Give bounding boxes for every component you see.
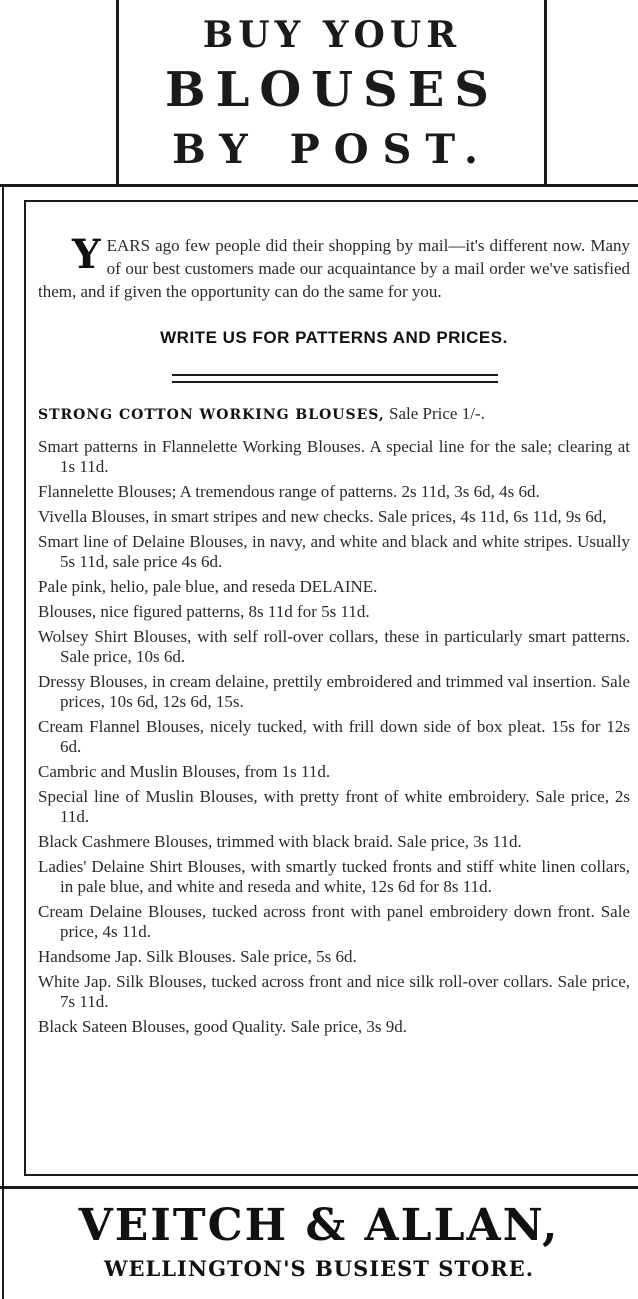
intro-paragraph [38, 231, 630, 303]
list-item: Special line of Muslin Blouses, with pretty front of white embroidery. Sale price, 2s 11d. [38, 787, 630, 826]
headline-line-2: BLOUSES [165, 62, 499, 118]
divider-top [172, 374, 498, 376]
headline-line-3: BY POST. [172, 126, 492, 173]
list-item: Cambric and Muslin Blouses, from 1s 11d. [38, 762, 331, 781]
store-name: VEITCH & ALLAN, [78, 1200, 560, 1251]
header-left-rule [116, 0, 119, 186]
list-item: Blouses, nice figured patterns, 8s 11d for 5s 11d. [38, 602, 370, 621]
header-bottom-rule [0, 184, 638, 187]
intro-text: EARS ago few people did their shopping by mail—it's different now. Many of our best customers made our acquaintance by a mail order we've satisfied them, and if given the opportunity can do the same for you. [38, 236, 630, 301]
divider-bottom [172, 381, 498, 383]
list-item: Handsome Jap. Silk Blouses. Sale price, 5s 6d. [38, 947, 357, 966]
list-heading-bold: STRONG COTTON WORKING BLOUSES, [38, 407, 385, 423]
list-item: Wolsey Shirt Blouses, with self roll-over collars, these in particularly smart patterns. Sale price, 10s 6d. [38, 627, 630, 666]
list-heading [38, 404, 630, 425]
footer-top-rule [0, 1186, 638, 1189]
box-left-rule [24, 200, 26, 1176]
list-item: Black Sateen Blouses, good Quality. Sale price, 3s 9d. [38, 1017, 408, 1036]
list-item: Smart patterns in Flannelette Working Blouses. A special line for the sale; clearing at 1s 11d. [38, 437, 630, 476]
list-items [38, 437, 630, 1037]
page-left-margin-rule [2, 186, 4, 1299]
list-item: Cream Delaine Blouses, tucked across front with panel embroidery down front. Sale price, 4s 11d. [38, 902, 630, 941]
list-item: Vivella Blouses, in smart stripes and new checks. Sale prices, 4s 11d, 6s 11d, 9s 6d, [38, 507, 607, 526]
blouse-list [38, 404, 630, 1042]
list-item: White Jap. Silk Blouses, tucked across front and nice silk roll-over collars. Sale price, 7s 11d. [38, 972, 630, 1011]
box-top-rule [24, 200, 638, 202]
list-item: Ladies' Delaine Shirt Blouses, with smartly tucked fronts and stiff white linen collars, in pale blue, and white and reseda and white, 12s 6d for 8s 11d. [38, 857, 630, 896]
headline [120, 0, 544, 184]
store-tagline: WELLINGTON'S BUSIEST STORE. [103, 1256, 535, 1281]
headline-line-1: BUY YOUR [202, 14, 462, 56]
call-to-action: WRITE US FOR PATTERNS AND PRICES. [160, 328, 508, 347]
list-item: Flannelette Blouses; A tremendous range of patterns. 2s 11d, 3s 6d, 4s 6d. [38, 482, 540, 501]
list-heading-price: Sale Price 1/-. [384, 404, 485, 423]
list-item: Pale pink, helio, pale blue, and reseda DELAINE. [38, 577, 378, 596]
list-item: Dressy Blouses, in cream delaine, prettily embroidered and trimmed val insertion. Sale prices, 10s 6d, 12s 6d, 15s. [38, 672, 630, 711]
drop-cap: Y [72, 231, 101, 278]
header-right-rule [544, 0, 547, 186]
list-item: Black Cashmere Blouses, trimmed with black braid. Sale price, 3s 11d. [38, 832, 522, 851]
box-bottom-rule [24, 1174, 638, 1176]
list-item: Smart line of Delaine Blouses, in navy, and white and black and white stripes. Usually 5s 11d, sale price 4s 6d. [38, 532, 630, 571]
list-item: Cream Flannel Blouses, nicely tucked, with frill down side of box pleat. 15s for 12s 6d. [38, 717, 630, 756]
